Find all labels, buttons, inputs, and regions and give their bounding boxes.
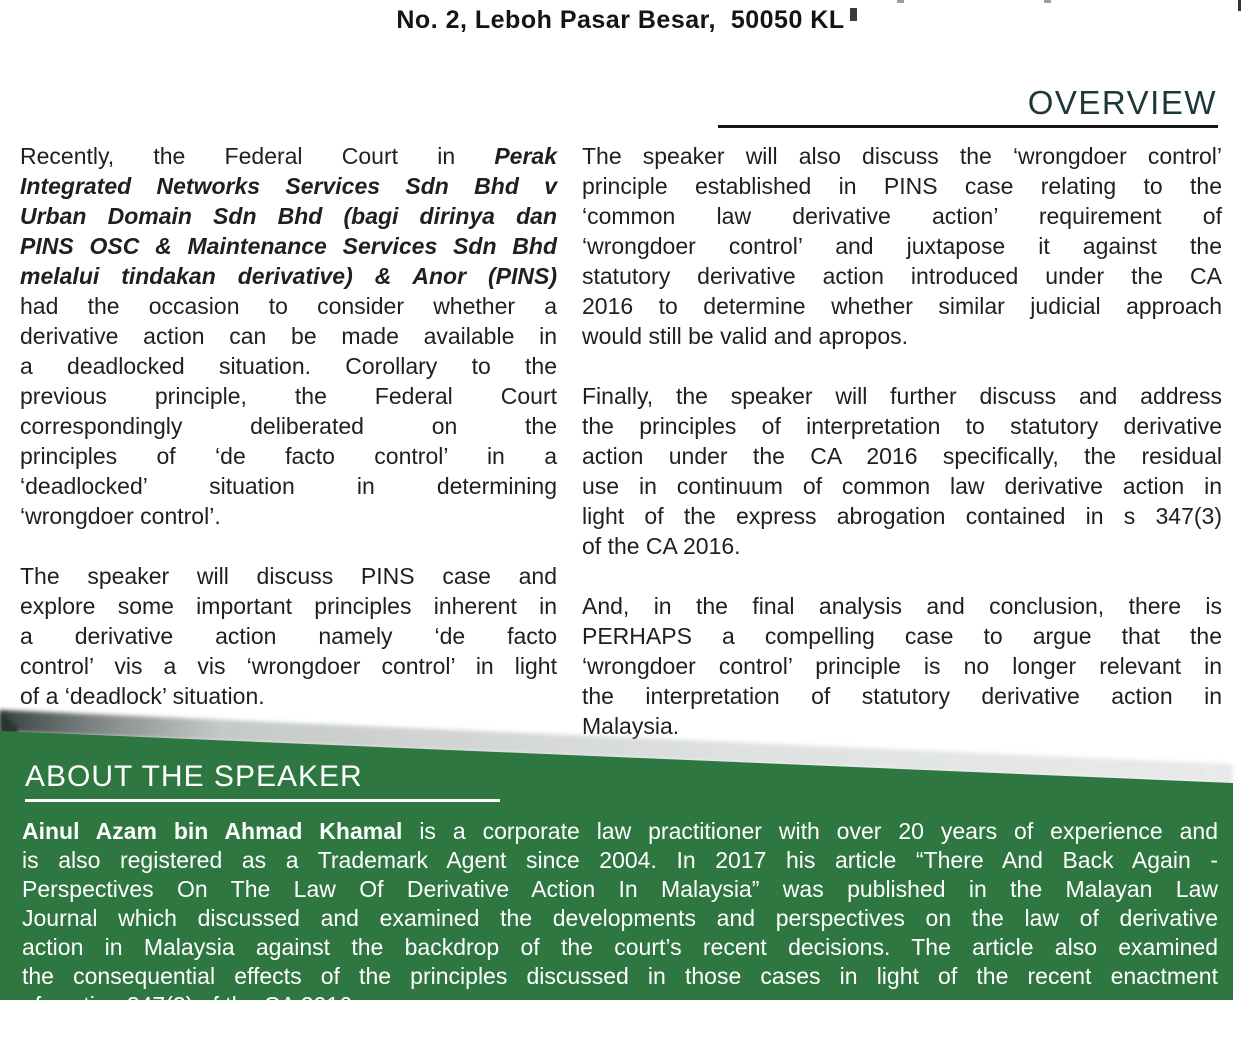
paragraph (20, 141, 557, 531)
text-line: PERHAPS a compelling case to argue that the (582, 623, 1222, 649)
text-line: Journal which discussed and examined the developments and perspectives on the law of derivative (22, 905, 1218, 931)
text-line: The speaker will also discuss the ‘wrongdoer control’ (582, 143, 1222, 169)
text-line: Perspectives On The Law Of Derivative Action In Malaysia” was published in the Malayan Law (22, 876, 1218, 902)
text-line: derivative action can be made available in (20, 323, 557, 349)
cropped-text-remnant (897, 0, 904, 3)
text-line: correspondingly deliberated on the (20, 413, 557, 439)
text-line: ‘wrongdoer control’ and juxtapose it against the (582, 233, 1222, 259)
text-line: 2016 to determine whether similar judicial approach (582, 293, 1222, 319)
text-line: melalui tindakan derivative) & Anor (PINS) (20, 263, 557, 289)
venue-address-line: No. 2, Leboh Pasar Besar, 50050 KL (396, 6, 845, 34)
text-line: PINS OSC & Maintenance Services Sdn Bhd (20, 233, 557, 259)
text-line: ‘common law derivative action’ requirement of (582, 203, 1222, 229)
text-line: statutory derivative action introduced under the CA (582, 263, 1222, 289)
text-line: would still be valid and apropos. (582, 323, 909, 349)
text-line: use in continuum of common law derivative action in (582, 473, 1222, 499)
text-line: principles of ‘de facto control’ in a (20, 443, 557, 469)
about-heading-underline (25, 799, 500, 802)
overview-left-column (20, 141, 557, 741)
about-the-speaker-heading: ABOUT THE SPEAKER (25, 760, 363, 793)
overview-heading-underline (718, 125, 1218, 128)
text-line: Urban Domain Sdn Bhd (bagi dirinya dan (20, 203, 557, 229)
text-line: of a ‘deadlock’ situation. (20, 683, 265, 709)
text-line: had the occasion to consider whether a (20, 293, 557, 319)
text-line: The speaker will discuss PINS case and (20, 563, 557, 589)
text-line: of the CA 2016. (582, 533, 741, 559)
text-line: And, in the final analysis and conclusion, there is (582, 593, 1222, 619)
text-line: ‘wrongdoer control’ principle is no longer relevant in (582, 653, 1222, 679)
paragraph (22, 817, 1218, 1020)
cropped-text-remnant (1044, 0, 1051, 3)
text-line: Finally, the speaker will further discuss and address (582, 383, 1222, 409)
text-line: Integrated Networks Services Sdn Bhd v (20, 173, 557, 199)
paragraph (582, 381, 1222, 561)
overview-right-column (582, 141, 1222, 771)
overview-section-heading: OVERVIEW (1027, 84, 1217, 121)
text-line: Recently, the Federal Court in Perak (20, 143, 557, 169)
text-line: Ainul Azam bin Ahmad Khamal is a corporate law practitioner with over 20 years of experience and (22, 818, 1218, 844)
text-line: the interpretation of statutory derivative action in (582, 683, 1222, 709)
paragraph (582, 141, 1222, 351)
text-line: the consequential effects of the principles discussed in those cases in light of the recent enactment (22, 963, 1218, 989)
paragraph (20, 561, 557, 711)
cropped-text-remnant (850, 8, 857, 21)
text-line: previous principle, the Federal Court (20, 383, 557, 409)
text-line: explore some important principles inherent in (20, 593, 557, 619)
text-line: a deadlocked situation. Corollary to the (20, 353, 557, 379)
text-line: Malaysia. (582, 713, 680, 739)
text-line: the principles of interpretation to statutory derivative (582, 413, 1222, 439)
text-line: ‘wrongdoer control’. (20, 503, 221, 529)
text-line: principle established in PINS case relating to the (582, 173, 1222, 199)
speaker-bio-text (22, 817, 1218, 1050)
text-line: action under the CA 2016 specifically, the residual (582, 443, 1222, 469)
text-line: ‘deadlocked’ situation in determining (20, 473, 557, 499)
text-line: a derivative action namely ‘de facto (20, 623, 557, 649)
text-line: action in Malaysia against the backdrop of the court’s recent decisions. The article also examined (22, 934, 1218, 960)
text-line: is also registered as a Trademark Agent since 2004. In 2017 his article “There And Back Again - (22, 847, 1218, 873)
text-line: light of the express abrogation contained in s 347(3) (582, 503, 1222, 529)
text-line: of section 347(3) of the CA 2016. (22, 992, 359, 1018)
text-line: control’ vis a vis ‘wrongdoer control’ in light (20, 653, 557, 679)
